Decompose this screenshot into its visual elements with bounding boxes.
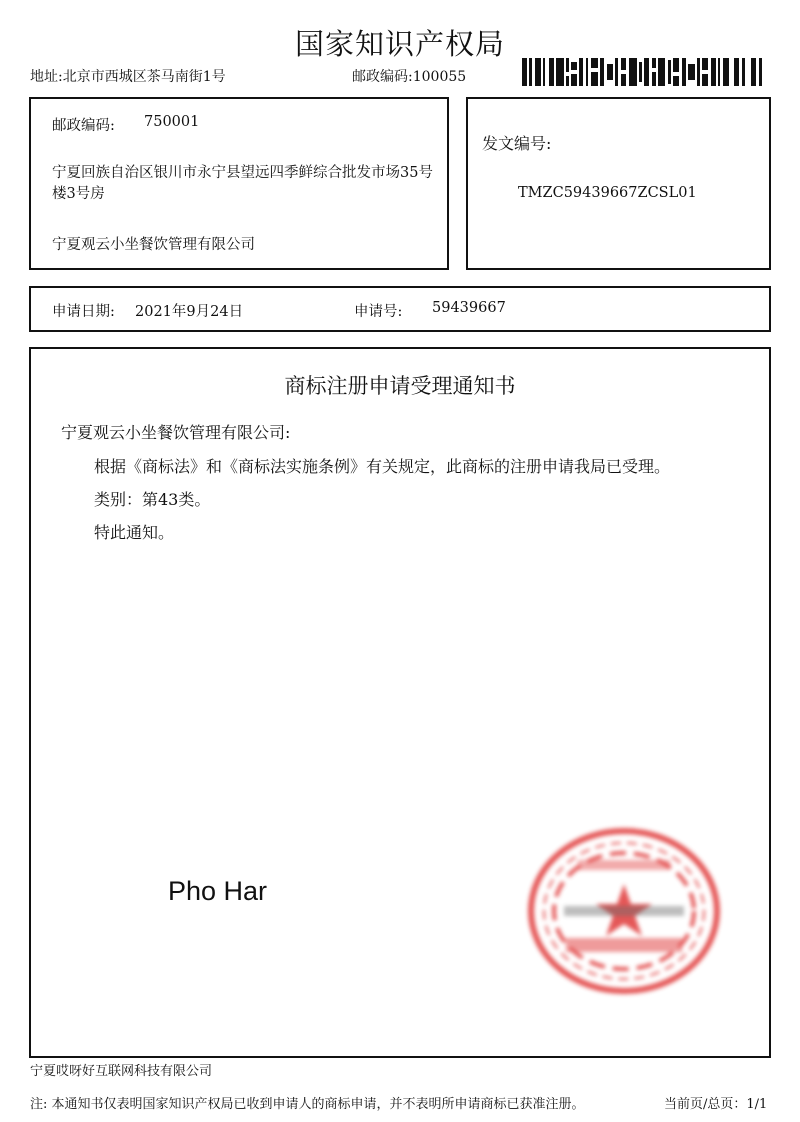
doc-number-box: [466, 97, 771, 270]
application-date-label: 申请日期:: [52, 304, 115, 320]
application-date-value: 2021年9月24日: [135, 304, 244, 320]
notice-title: 商标注册申请受理通知书: [284, 374, 516, 398]
notice-closing: 特此通知。: [94, 523, 175, 542]
notice-salutation: 宁夏观云小坐餐饮管理有限公司:: [61, 423, 291, 442]
page-indicator: 当前页/总页：1/1: [664, 1097, 768, 1112]
application-number-value: 59439667: [432, 300, 506, 316]
agency-name: 宁夏哎呀好互联网科技有限公司: [30, 1064, 213, 1079]
application-number-label: 申请号:: [354, 304, 403, 320]
notice-body: 根据《商标法》和《商标法实施条例》有关规定，此商标的注册申请我局已受理。: [94, 457, 671, 476]
official-seal: [526, 826, 722, 996]
signature: Pho Har: [168, 876, 268, 906]
notice-class: 类别：第43类。: [94, 490, 211, 509]
office-postcode: 邮政编码:100055: [352, 69, 467, 85]
office-address: 地址:北京市西城区茶马南街1号: [30, 69, 226, 85]
footer-note: 注: 本通知书仅表明国家知识产权局已收到申请人的商标申请，并不表明所申请商标已获准注册。: [30, 1097, 585, 1112]
recipient-postcode-value: 750001: [144, 114, 200, 130]
office-title: 国家知识产权局: [294, 27, 505, 61]
recipient-name: 宁夏观云小坐餐饮管理有限公司: [52, 237, 255, 253]
doc-number-label: 发文编号:: [482, 134, 552, 153]
recipient-address: 宁夏回族自治区银川市永宁县望远四季鲜综合批发市场35号楼3号房: [52, 165, 433, 202]
recipient-postcode-label: 邮政编码:: [52, 118, 115, 134]
doc-number-value: TMZC59439667ZCSL01: [518, 185, 697, 201]
barcode: [522, 58, 766, 86]
